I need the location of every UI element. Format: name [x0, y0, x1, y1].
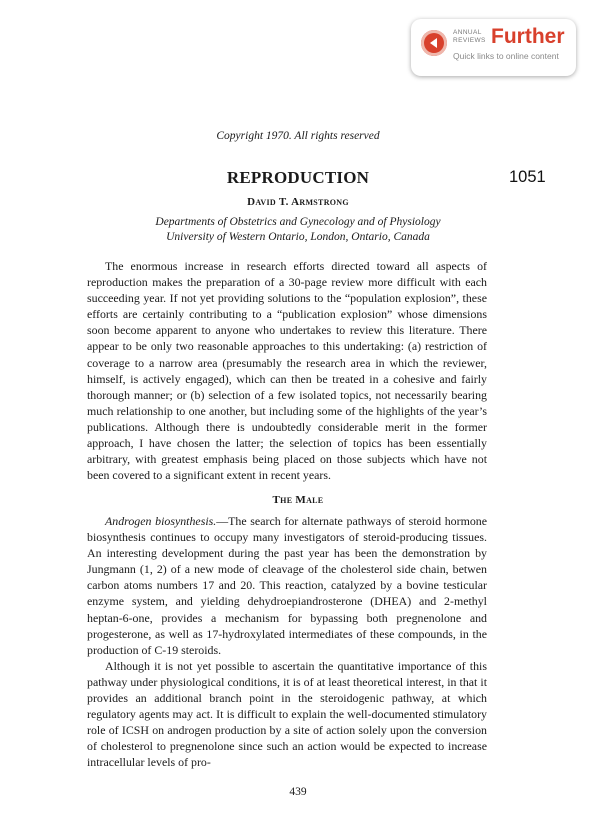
start-page-number: 1051: [509, 168, 546, 186]
annual-reviews-logo: [453, 29, 486, 44]
badge-tagline[interactable]: Quick links to online content: [453, 51, 559, 61]
article-title: REPRODUCTION: [226, 168, 370, 187]
copyright-notice: Copyright 1970. All rights reserved: [216, 130, 380, 142]
intro-text: The enormous increase in research efforts directed toward all aspects of reproduction makes the preparation of a 30-page review more difficult with each succeeding year. If not yet providing solutions to the “population explosion”, these efforts are certainly contributing to a “publication explosion” whose dimensions soon become apparent to anyone who undertakes to review this literature. There appear to be only two reasonable approaches to this undertaking: (a) restriction of coverage to a narrow area (presumably the research area in which the reviewer, himself, is actively engaged), which can then be treated in a cohesive and fairly thorough manner; or (b) selection of a few isolated topics, not necessarily bearing much relationship to one another, but including some of the highlights of the year’s publications. Although there is undoubtedly considerable merit in the former approach, I have chosen the latter; the selection of topics has been essentially arbitrary, with greatest emphasis being placed on those subjects which have not been covered to a significant extent in recent years.: [87, 259, 487, 483]
publisher-line1: ANNUAL: [453, 29, 482, 36]
publisher-line2: REVIEWS: [453, 36, 486, 44]
section-body: [87, 513, 487, 771]
further-badge[interactable]: [411, 19, 576, 76]
page-number: 439: [289, 786, 307, 798]
run-in-heading: Androgen biosynthesis.: [105, 514, 217, 528]
author-name: David T. Armstrong: [247, 196, 349, 208]
intro-paragraph: [87, 258, 487, 483]
affiliation-line-1: Departments of Obstetrics and Gynecology and of Physiology: [155, 216, 441, 228]
further-brand[interactable]: Further: [491, 25, 565, 48]
section-heading: The Male: [272, 494, 324, 506]
pathway-paragraph: Although it is not yet possible to ascertain the quantitative importance of this pathway under physiological conditions, it is of at least theoretical interest, in that it provides an additional branch point in the steroidogenic pathway, at which regulatory agents may act. It is difficult to explain the well-documented stimulatory role of ICSH on androgen production by a site of action solely upon the conversion of cholesterol to pregnenolone since such an action would be expected to increase intracellular levels of pro-: [87, 658, 487, 770]
androgen-paragraph: [87, 513, 487, 658]
back-arrow-icon: [421, 30, 447, 56]
androgen-paragraph-text: —The search for alternate pathways of steroid hormone biosynthesis continues to occupy many investigators of steroid-producing tissues. An interesting development during the past year has been the demonstration by Jungmann (1, 2) of a new mode of cleavage of the cholesterol side chain, betwen carbon atoms numbers 17 and 20. This reaction, catalyzed by a bovine testicular enzyme system, and yielding dehydroepiandrosterone (DHEA) and 2-methyl heptan-6-one, provides a mechanism for bypassing both pregnenolone and progesterone, as well as 17-hydroxylated intermediates of these compounds, in the production of C-19 steroids.: [87, 514, 487, 657]
affiliation-line-2: University of Western Ontario, London, Ontario, Canada: [166, 231, 430, 243]
